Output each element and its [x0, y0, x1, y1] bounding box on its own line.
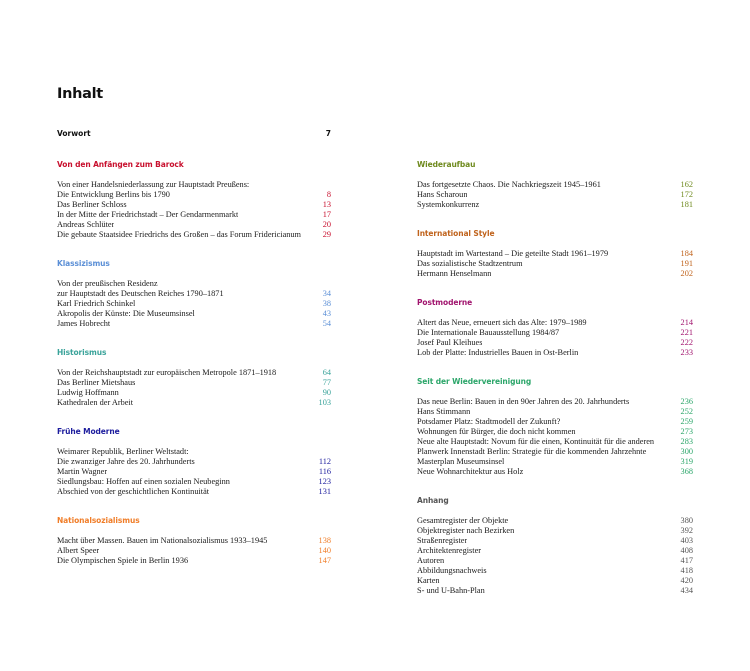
toc-entry[interactable] — [417, 526, 693, 536]
section-heading: Seit der Wiedervereinigung — [417, 377, 532, 386]
toc-entry-page: 233 — [680, 348, 693, 357]
toc-entry-title: Neue Wohnarchitektur aus Holz — [417, 467, 524, 476]
toc-entry-page: 403 — [680, 536, 693, 545]
toc-section-seit-der-wiedervereinigung — [417, 377, 693, 477]
toc-entry[interactable] — [417, 417, 693, 427]
toc-entry[interactable] — [417, 249, 693, 259]
toc-entry[interactable] — [57, 210, 331, 220]
section-heading: Wiederaufbau — [417, 160, 476, 169]
toc-entry-title: Von der Reichshauptstadt zur europäischen Metropole 1871–1918 — [57, 368, 277, 377]
toc-entry-page: 417 — [680, 556, 693, 565]
toc-entry-title: Objektregister nach Bezirken — [417, 526, 515, 535]
toc-column-left — [57, 160, 331, 566]
toc-entry-title: Das fortgesetzte Chaos. Die Nachkriegszeit 1945–1961 — [417, 180, 601, 189]
toc-entry-page: 368 — [680, 467, 693, 476]
section-heading: Von den Anfängen zum Barock — [57, 160, 184, 169]
toc-entry[interactable] — [57, 398, 331, 408]
toc-entry[interactable] — [417, 516, 693, 526]
toc-entry-title: Das Berliner Schloss — [57, 200, 127, 209]
toc-entry[interactable] — [57, 220, 331, 230]
toc-section-von-den-anfangen-zum-barock — [57, 160, 331, 240]
toc-entry-page: 162 — [680, 180, 693, 189]
toc-entry-page: 131 — [318, 487, 331, 496]
toc-entry-title: Die Olympischen Spiele in Berlin 1936 — [57, 556, 189, 565]
toc-section-postmoderne — [417, 298, 693, 358]
toc-entry-page: 420 — [680, 576, 693, 585]
toc-entry[interactable] — [57, 200, 331, 210]
toc-entry[interactable] — [417, 259, 693, 269]
toc-column-right — [417, 160, 693, 596]
toc-entry-title: Die Entwicklung Berlins bis 1790 — [57, 190, 170, 199]
toc-entry[interactable] — [57, 447, 331, 457]
toc-entry-title: Karl Friedrich Schinkel — [57, 299, 136, 308]
toc-section-klassizismus — [57, 259, 331, 329]
toc-entry[interactable] — [417, 467, 693, 477]
toc-entry-page: 34 — [322, 289, 331, 298]
toc-entry-page: 77 — [322, 378, 331, 387]
toc-entry-title: Altert das Neue, erneuert sich das Alte: 1979–1989 — [417, 318, 587, 327]
toc-entry[interactable] — [417, 318, 693, 328]
toc-entry[interactable] — [417, 447, 693, 457]
toc-section-historismus — [57, 348, 331, 408]
toc-entry[interactable] — [417, 566, 693, 576]
toc-entry-title: Andreas Schlüter — [57, 220, 115, 229]
toc-entry-page: 17 — [322, 210, 331, 219]
toc-entry-title: Abbildungsnachweis — [417, 566, 487, 575]
toc-section-nationalsozialismus — [57, 516, 331, 566]
toc-entry-title: Potsdamer Platz: Stadtmodell der Zukunft? — [417, 417, 561, 426]
toc-entry[interactable] — [57, 289, 331, 299]
toc-entry-page: 202 — [680, 269, 693, 278]
toc-entry-title: Systemkonkurrenz — [417, 200, 480, 209]
toc-entry-title: Weimarer Republik, Berliner Weltstadt: — [57, 447, 189, 456]
toc-entry-title: Hans Stimmann — [417, 407, 471, 416]
toc-entry-page: 116 — [318, 467, 331, 476]
toc-entry-page: 8 — [326, 190, 331, 199]
toc-entry-title: Josef Paul Kleihues — [417, 338, 483, 347]
toc-entry[interactable] — [417, 546, 693, 556]
toc-entry-page: 90 — [322, 388, 331, 397]
toc-entry-title: Das neue Berlin: Bauen in den 90er Jahren des 20. Jahrhunderts — [417, 397, 630, 406]
toc-entry-page: 184 — [680, 249, 693, 258]
toc-entry[interactable] — [417, 457, 693, 467]
toc-entry-page: 434 — [680, 586, 693, 595]
toc-entry[interactable] — [417, 556, 693, 566]
toc-entry-page: 222 — [680, 338, 693, 347]
toc-entry-title: Von der preußischen Residenz — [57, 279, 158, 288]
toc-entry-vorwort[interactable] — [57, 129, 331, 138]
toc-entry[interactable] — [417, 427, 693, 437]
toc-entry[interactable] — [417, 348, 693, 358]
toc-entry-title: Siedlungsbau: Hoffen auf einen sozialen Neubeginn — [57, 477, 230, 486]
toc-entry-title: Autoren — [417, 556, 445, 565]
toc-entry-page: 380 — [680, 516, 693, 525]
toc-entry-page: 392 — [680, 526, 693, 535]
toc-entry[interactable] — [417, 536, 693, 546]
toc-section-anhang — [417, 496, 693, 596]
toc-entry[interactable] — [57, 190, 331, 200]
toc-entry[interactable] — [57, 388, 331, 398]
vorwort-page: 7 — [325, 129, 331, 138]
toc-entry-page: 64 — [322, 368, 331, 377]
toc-entry[interactable] — [57, 477, 331, 487]
toc-entry[interactable] — [57, 467, 331, 477]
toc-entry-title: Masterplan Museumsinsel — [417, 457, 505, 466]
toc-entry-title: Die Internationale Bauausstellung 1984/87 — [417, 328, 560, 337]
toc-entry[interactable] — [417, 180, 693, 190]
toc-entry-page: 140 — [318, 546, 331, 555]
section-heading: Frühe Moderne — [57, 427, 120, 436]
section-heading: Postmoderne — [417, 298, 473, 307]
toc-entry-title: Wohnungen für Bürger, die doch nicht kommen — [417, 427, 576, 436]
toc-entry-title: In der Mitte der Friedrichstadt – Der Gendarmenmarkt — [57, 210, 239, 219]
toc-entry-page: 123 — [318, 477, 331, 486]
toc-entry-page: 300 — [680, 447, 693, 456]
toc-entry-title: S- und U-Bahn-Plan — [417, 586, 485, 595]
toc-entry[interactable] — [57, 556, 331, 566]
toc-entry-page: 103 — [318, 398, 331, 407]
toc-entry-title: Planwerk Innenstadt Berlin: Strategie für die kommenden Jahrzehnte — [417, 447, 647, 456]
toc-entry[interactable] — [57, 319, 331, 329]
toc-entry-page: 38 — [322, 299, 331, 308]
toc-entry-title: Hans Scharoun — [417, 190, 468, 199]
toc-entry[interactable] — [57, 546, 331, 556]
vorwort-label: Vorwort — [57, 129, 91, 138]
toc-entry-page: 319 — [680, 457, 693, 466]
toc-entry-title: Macht über Massen. Bauen im Nationalsozialismus 1933–1945 — [57, 536, 268, 545]
toc-entry[interactable] — [417, 586, 693, 596]
section-heading: International Style — [417, 229, 495, 238]
toc-section-international-style — [417, 229, 693, 279]
toc-entry[interactable] — [57, 279, 331, 289]
toc-entry[interactable] — [57, 536, 331, 546]
toc-entry[interactable] — [57, 457, 331, 467]
toc-entry-page: 259 — [680, 417, 693, 426]
toc-entry[interactable] — [57, 309, 331, 319]
toc-entry-page: 191 — [680, 259, 693, 268]
toc-entry-page: 54 — [322, 319, 331, 328]
toc-entry-title: James Hobrecht — [57, 319, 111, 328]
section-heading: Anhang — [417, 496, 449, 505]
toc-section-fruhe-moderne — [57, 427, 331, 497]
section-heading: Historismus — [57, 348, 107, 357]
section-heading: Klassizismus — [57, 259, 110, 268]
toc-entry-page: 43 — [322, 309, 331, 318]
toc-entry-page: 252 — [680, 407, 693, 416]
toc-entry-page: 283 — [680, 437, 693, 446]
toc-entry-page: 20 — [322, 220, 331, 229]
toc-entry-page: 13 — [322, 200, 331, 209]
toc-entry-title: Hauptstadt im Wartestand – Die geteilte Stadt 1961–1979 — [417, 249, 609, 258]
toc-entry-page: 214 — [680, 318, 693, 327]
toc-entry-title: Karten — [417, 576, 440, 585]
toc-entry[interactable] — [417, 338, 693, 348]
toc-entry[interactable] — [417, 200, 693, 210]
toc-entry[interactable] — [57, 368, 331, 378]
toc-entry-page: 112 — [318, 457, 331, 466]
toc-entry-page: 408 — [680, 546, 693, 555]
toc-entry-title: Kathedralen der Arbeit — [57, 398, 134, 407]
toc-entry-page: 418 — [680, 566, 693, 575]
toc-entry-title: Ludwig Hoffmann — [57, 388, 119, 397]
toc-entry-page: 172 — [680, 190, 693, 199]
toc-entry-title: Die zwanziger Jahre des 20. Jahrhunderts — [57, 457, 195, 466]
toc-entry-page: 181 — [680, 200, 693, 209]
toc-entry[interactable] — [417, 328, 693, 338]
toc-entry-title: Straßenregister — [417, 536, 468, 545]
toc-entry-page: 138 — [318, 536, 331, 545]
toc-entry-page: 147 — [318, 556, 331, 565]
toc-entry-title: Martin Wagner — [57, 467, 108, 476]
toc-entry-title: Die gebaute Staatsidee Friedrichs des Großen – das Forum Fridericianum — [57, 230, 302, 239]
toc-entry-title: Akropolis der Künste: Die Museumsinsel — [57, 309, 195, 318]
toc-entry-page: 29 — [322, 230, 331, 239]
toc-entry-title: Lob der Platte: Industrielles Bauen in Ost-Berlin — [417, 348, 579, 357]
toc-entry-title: Hermann Henselmann — [417, 269, 492, 278]
toc-entry[interactable] — [57, 487, 331, 497]
toc-entry-title: Architektenregister — [417, 546, 482, 555]
toc-entry-title: Das Berliner Mietshaus — [57, 378, 136, 387]
toc-section-wiederaufbau — [417, 160, 693, 210]
section-heading: Nationalsozialismus — [57, 516, 140, 525]
page-title: Inhalt — [57, 86, 103, 102]
toc-entry[interactable] — [57, 299, 331, 309]
toc-entry-title: zur Hauptstadt des Deutschen Reiches 1790–1871 — [57, 289, 224, 298]
toc-entry-page: 273 — [680, 427, 693, 436]
toc-entry-title: Das sozialistische Stadtzentrum — [417, 259, 523, 268]
toc-entry[interactable] — [417, 269, 693, 279]
toc-entry[interactable] — [417, 407, 693, 417]
toc-entry-title: Von einer Handelsniederlassung zur Hauptstadt Preußens: — [57, 180, 250, 189]
toc-entry[interactable] — [417, 397, 693, 407]
toc-entry-title: Neue alte Hauptstadt: Novum für die einen, Kontinuität für die anderen — [417, 437, 655, 446]
toc-entry-title: Abschied von der geschichtlichen Kontinuität — [57, 487, 210, 496]
toc-entry[interactable] — [417, 190, 693, 200]
toc-entry-title: Albert Speer — [57, 546, 100, 555]
toc-entry[interactable] — [57, 378, 331, 388]
toc-entry-title: Gesamtregister der Objekte — [417, 516, 509, 525]
toc-entry-page: 236 — [680, 397, 693, 406]
toc-entry[interactable] — [417, 437, 693, 447]
toc-entry[interactable] — [417, 576, 693, 586]
toc-entry-page: 221 — [680, 328, 693, 337]
toc-entry[interactable] — [57, 230, 331, 240]
toc-entry[interactable] — [57, 180, 331, 190]
